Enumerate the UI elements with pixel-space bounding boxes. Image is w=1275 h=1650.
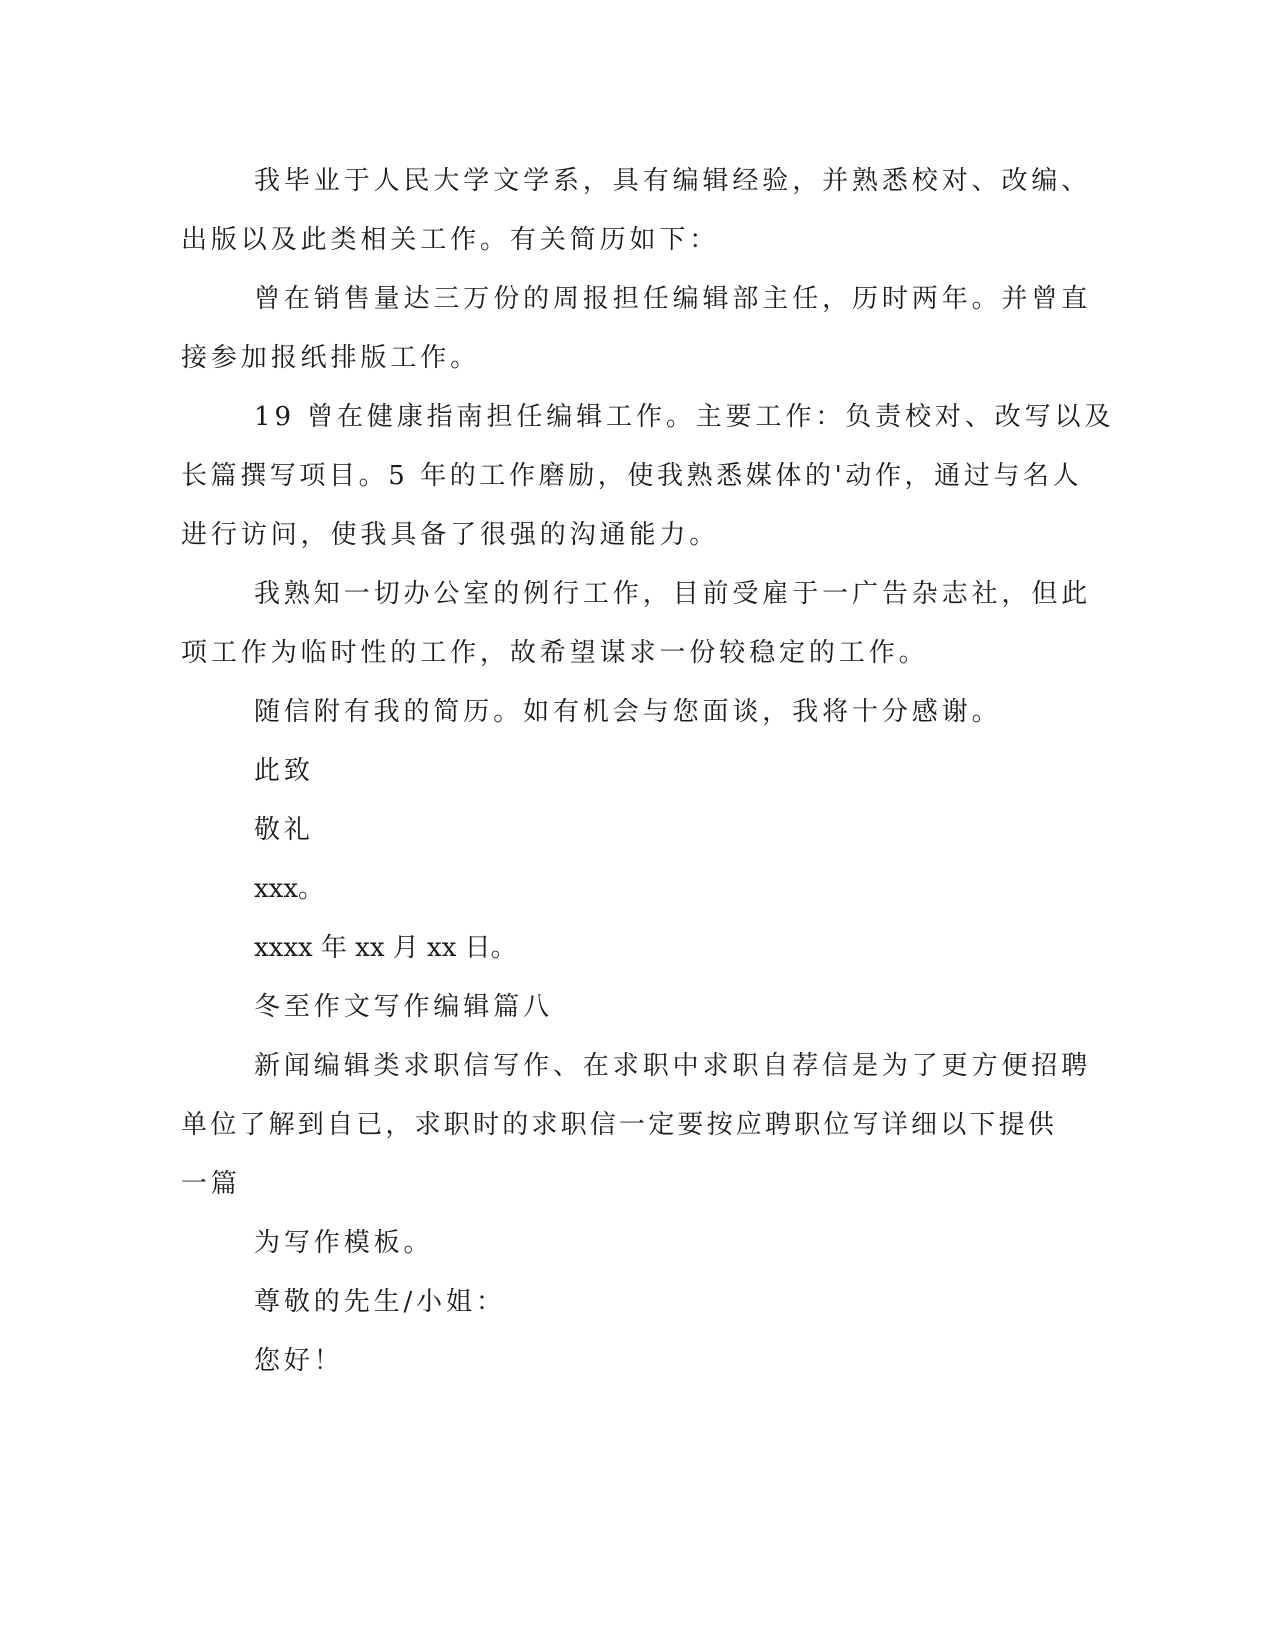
paragraph-2-line-2: 接参加报纸排版工作。 (181, 343, 481, 373)
paragraph-4-line-1: 我熟知一切办公室的例行工作，目前受雇于一广告杂志社，但此 (254, 579, 1092, 609)
paragraph-7: 为写作模板。 (254, 1228, 434, 1258)
paragraph-3-line-1: 19 曾在健康指南担任编辑工作。主要工作：负责校对、改写以及 (254, 402, 1115, 432)
salutation: 尊敬的先生/小姐： (254, 1287, 506, 1317)
paragraph-6-line-3: 一篇 (181, 1169, 241, 1199)
signature-date: xxxx 年 xx 月 xx 日。 (254, 933, 517, 963)
paragraph-1-line-2: 出版以及此类相关工作。有关简历如下： (181, 225, 720, 255)
closing-jingli: 敬礼 (254, 815, 314, 845)
signature-name: xxx。 (254, 874, 324, 904)
paragraph-6-line-1: 新闻编辑类求职信写作、在求职中求职自荐信是为了更方便招聘 (254, 1051, 1092, 1081)
closing-cizhi: 此致 (254, 756, 314, 786)
paragraph-6-line-2: 单位了解到自已，求职时的求职信一定要按应聘职位写详细以下提供 (181, 1110, 1058, 1140)
paragraph-2-line-1: 曾在销售量达三万份的周报担任编辑部主任，历时两年。并曾直 (254, 284, 1092, 314)
greeting: 您好！ (254, 1346, 344, 1376)
paragraph-3-line-3: 进行访问，使我具备了很强的沟通能力。 (181, 520, 720, 550)
paragraph-4-line-2: 项工作为临时性的工作，故希望谋求一份较稳定的工作。 (181, 638, 929, 668)
paragraph-5: 随信附有我的简历。如有机会与您面谈，我将十分感谢。 (254, 697, 1002, 727)
paragraph-3-line-2: 长篇撰写项目。5 年的工作磨励，使我熟悉媒体的'动作，通过与名人 (181, 461, 1083, 491)
paragraph-1-line-1: 我毕业于人民大学文学系，具有编辑经验，并熟悉校对、改编、 (254, 166, 1092, 196)
section-heading: 冬至作文写作编辑篇八 (254, 992, 554, 1022)
